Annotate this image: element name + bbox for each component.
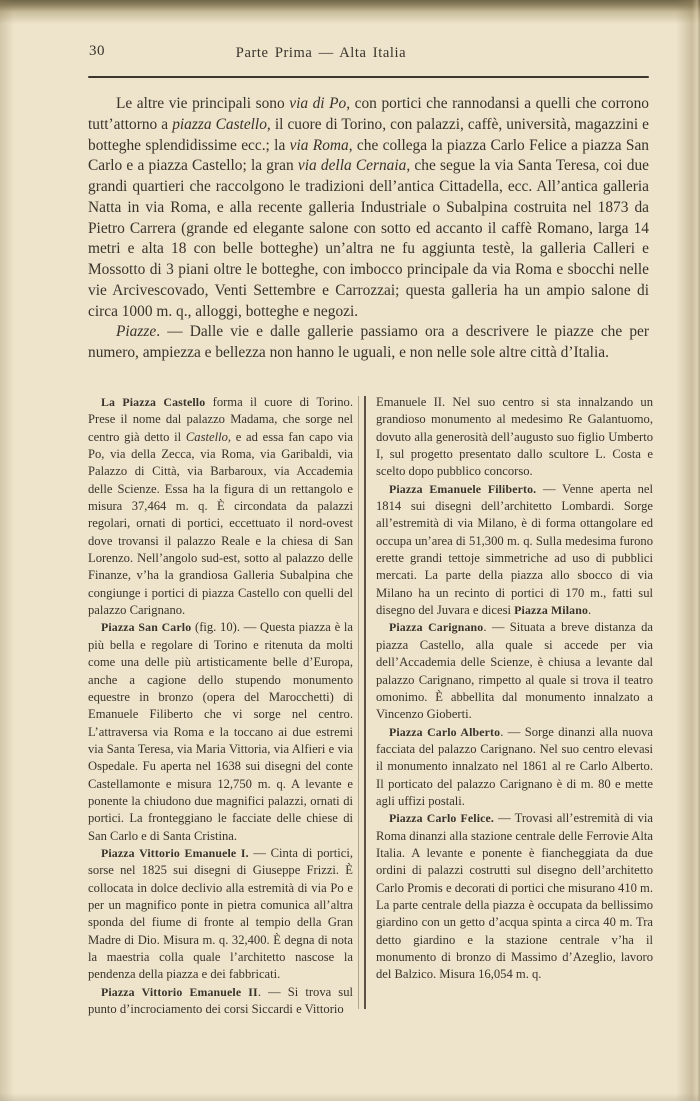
page-left-edge-shadow: [0, 0, 14, 1101]
body-text: , con portici che rannodansi a quelli che corrono tutt’attorno a: [88, 95, 649, 133]
page-right-edge-shadow: [676, 0, 700, 1101]
body-text: , e ad essa fan capo via Po, via della Zecca, via Roma, via Garibaldi, via Palazzo di Città, via Barbaroux, via Accademia delle Scienze. Essa ha la figura di un rettangolo e misura 37,464 m. q. È circondata da palazzi regolari, ornati di portici, eccettuato il nord-ovest dove trovansi il palazzo Reale e la chiesa di San Lorenzo. Nell’angolo sud-est, sotto al palazzo delle Finanze, v’ha la grandiosa Galleria Subalpina che congiunge i portici di piazza Castello con quelli del palazzo Carignano.: [88, 429, 353, 618]
body-text: forma il cuore di Torino. Prese il nome dal palazzo Madama, che sorge nel centro già detto il: [88, 395, 353, 444]
italic-text: piazza Castello: [172, 115, 267, 133]
italic-text: via Roma: [289, 136, 349, 154]
bold-lead-in: Piazza Carlo Felice.: [389, 811, 495, 826]
page-number: 30: [89, 43, 105, 59]
body-text: . — Si trova sul punto d’incrociamento dei corsi Siccardi e Vittorio: [88, 984, 353, 1017]
paragraph: [88, 619, 353, 844]
body-text: — Venne aperta nel 1814 sui disegni dell’architetto Lombardi. Sorge all’estremità di via Milano, è di forma ottangolare ed occupa un’area di 51,300 m. q. Sulla medesima furono erette grandi tettoje simmetriche ad uso di pubblici mercati. La parte della piazza allo sbocco di via Milano ha un recinto di portici di 170 m., fatti sul disegno del Juvara e dicesi: [376, 481, 653, 618]
page-bottom-edge-shadow: [0, 1093, 700, 1101]
left-column: [88, 394, 353, 1018]
bold-lead-in: Piazza San Carlo: [101, 620, 192, 635]
running-header-title: Parte Prima — Alta Italia: [235, 45, 407, 61]
body-text: . — Dalle vie e dalle gallerie passiamo ora a descrivere le piazze che per numero, ampiezza e bellezza non hanno le uguali, e non nelle sole altre città d’Italia.: [88, 323, 649, 361]
italic-text: Castello: [185, 429, 228, 444]
body-text: Emanuele II. Nel suo centro si sta innalzando un grandioso monumento al medesimo Re Galantuomo, dovuto alla generosità dell’augusto suo figlio Umberto I, sul progetto presentato dallo scultore L. Costa e scelto dopo pubblico concorso.: [376, 395, 653, 479]
body-text: , che collega la piazza Carlo Felice a piazza San Carlo e a piazza Castello; la gran: [88, 136, 649, 175]
body-text: , il cuore di Torino, con palazzi, caffè, università, magazzini e botteghe splendidissime ecc.; la: [88, 115, 649, 154]
body-text: , che segue la via Santa Teresa, coi due grandi quartieri che raccolgono le tradizioni dell’antica Cittadella, ecc. All’antica galleria Natta in via Roma, e alla recente galleria Industriale o Subalpina costruita nel 1873 da Pietro Carrera (grande ed elegante salone con sotto ed accanto il caffè Romano, larga 14 metri e alta 18 con belle botteghe) un’altra ne fu aggiunta testè, la galleria Calleri e Mossotto di 3 piani oltre le botteghe, con imbocco principale da via Roma e sbocchi nelle vie Arcivescovado, Venti Settembre e Carrozzai; questa galleria ha un ampio salone di circa 1000 m. q., alloggi, botteghe e negozi.: [88, 157, 649, 320]
body-text: — Cinta di portici, sorse nel 1825 sui disegni di Giuseppe Frizzi. È collocata in dolce declivio alla estremità di via Po e per un magnifico ponte in pietra comunica all’altra sponda del fiume di fronte al tempio della Gran Madre di Dio. Misura m. q. 32,400. È degna di nota la maestria colla quale l’architetto nascose la pendenza della piazza e dei fabbricati.: [88, 845, 353, 982]
column-divider-rule: [358, 396, 366, 1009]
paragraph: [376, 724, 653, 811]
paragraph: [88, 394, 353, 619]
bold-lead-in: Piazza Carlo Alberto: [389, 724, 501, 739]
header-rule: [88, 76, 649, 78]
bold-lead-in: Piazza Milano: [514, 603, 589, 618]
paragraph: [88, 984, 353, 1019]
body-text: (fig. 10). — Questa piazza è la più bella e regolare di Torino e ritenuta da molti come una delle più artisticamente belle d’Europa, anche a cagione dello stupendo monumento equestre in bronzo (opera del Marocchetti) di Emanuele Filiberto che vi sorge nel centro. L’attraversa via Roma e la toccano ai due estremi via Santa Teresa, via Maria Vittoria, via Alfieri e via Ospedale. Fu aperta nel 1638 sui disegni del conte Castellamonte e misura 12,750 m. q. A levante e ponente la chiudono due magnifici palazzi, ornati di portici. La fronteggiano le facciate delle chiese di San Carlo e di Santa Cristina.: [88, 620, 353, 843]
intro-section: [88, 94, 649, 364]
paragraph: [88, 94, 649, 322]
body-text: .: [588, 603, 592, 618]
paragraph: [376, 810, 653, 983]
italic-text: via della Cernaia: [297, 157, 407, 175]
paragraph: [376, 481, 653, 620]
body-text: . — Situata a breve distanza da piazza Castello, alla quale si accede per via dell’Accademia delle Scienze, è chiusa a levante dal palazzo Carignano, rimpetto al quale si trova il teatro omonimo. È abbellita dal monumento innalzato a Vincenzo Gioberti.: [376, 620, 653, 722]
page-top-edge-shadow: [0, 0, 700, 26]
paragraph: [88, 322, 649, 364]
bold-lead-in: La Piazza Castello: [101, 395, 206, 409]
italic-text: via di Po: [289, 95, 347, 112]
paragraph: [376, 394, 653, 481]
bold-lead-in: Piazza Emanuele Filiberto.: [389, 481, 537, 496]
bold-lead-in: Piazza Vittorio Emanuele I.: [101, 845, 249, 860]
body-text: — Trovasi all’estremità di via Roma dinanzi alla stazione centrale delle Ferrovie Alta Italia. A levante e ponente è fiancheggiata da due ordini di palazzi costrutti sul disegno dell’architetto Carlo Promis e decorati di portici che misurano 410 m. La parte centrale della piazza è occupata da bellissimo giardino con un getto d’acqua spinta a circa 40 m. Tra detto giardino e la stazione centrale v’ha il monumento di bronzo di Massimo d’Azeglio, lavoro del Balzico. Misura 16,054 m. q.: [376, 811, 654, 982]
italic-text: Piazze: [116, 323, 157, 341]
right-column: [376, 394, 653, 984]
body-text: . — Sorge dinanzi alla nuova facciata del palazzo Carignano. Nel suo centro elevasi il monumento innalzato nel 1861 al re Carlo Alberto. Il porticato del palazzo Carignano è di m. 80 e mette agli uffizi postali.: [376, 724, 653, 808]
bold-lead-in: Piazza Vittorio Emanuele II: [101, 984, 258, 999]
bold-lead-in: Piazza Carignano: [389, 620, 484, 635]
paragraph: [376, 619, 653, 723]
body-text: Le altre vie principali sono: [116, 95, 290, 112]
paragraph: [88, 845, 353, 984]
